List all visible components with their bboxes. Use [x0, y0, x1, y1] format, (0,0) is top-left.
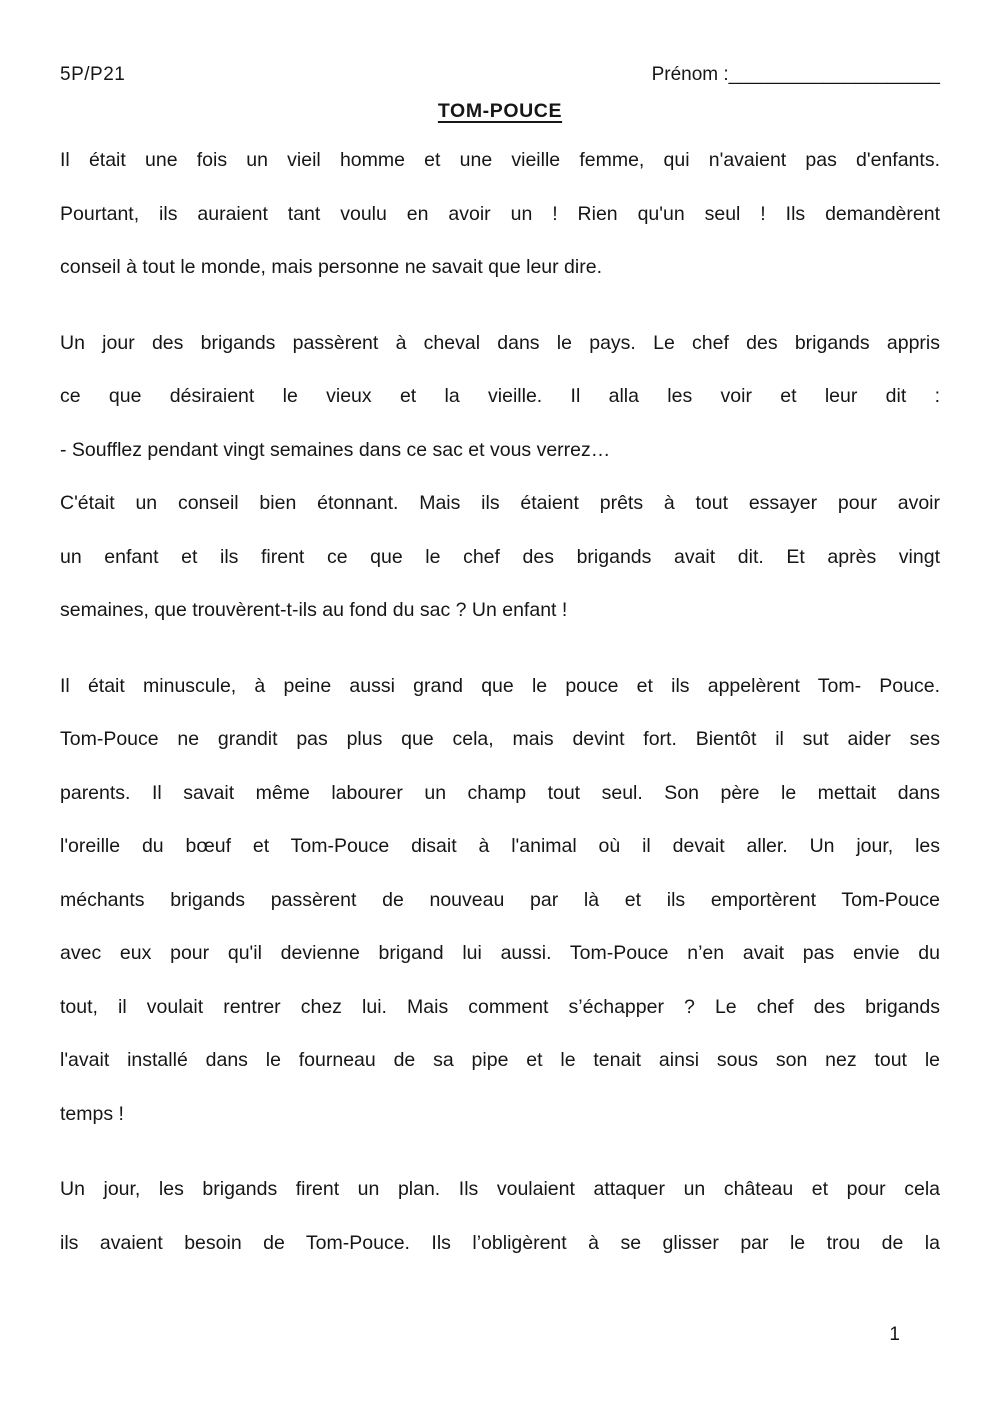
text-line: conseil à tout le monde, mais personne ne savait que leur dire. — [60, 256, 602, 278]
text-line: C'était un conseil bien étonnant. Mais ils étaient prêts à tout essayer pour avoir — [60, 492, 940, 514]
paragraph — [60, 1163, 940, 1270]
text-line: ils avaient besoin de Tom-Pouce. Ils l’obligèrent à se glisser par le trou de la — [60, 1231, 940, 1254]
name-blank-line: ____________________ — [728, 64, 940, 85]
text-line: Tom-Pouce ne grandit pas plus que cela, mais devint fort. Bientôt il sut aider ses — [60, 728, 940, 750]
paragraph — [60, 477, 940, 638]
text-line: un enfant et ils firent ce que le chef des brigands avait dit. Et après vingt — [60, 545, 940, 568]
text-line: - Soufflez pendant vingt semaines dans ce sac et vous verrez… — [60, 438, 611, 461]
text-line: Il était minuscule, à peine aussi grand que le pouce et ils appelèrent Tom- Pouce. — [60, 674, 940, 697]
text-line: tout, il voulait rentrer chez lui. Mais comment s’échapper ? Le chef des brigands — [60, 995, 940, 1018]
class-code: 5P/P21 — [60, 64, 126, 85]
text-line: parents. Il savait même labourer un champ tout seul. Son père le mettait dans — [60, 781, 940, 804]
text-line: ce que désiraient le vieux et la vieille. Il alla les voir et leur dit : — [60, 385, 940, 407]
text-line: semaines, que trouvèrent-t-ils au fond du sac ? Un enfant ! — [60, 599, 568, 621]
text-line: l'oreille du bœuf et Tom-Pouce disait à l'animal où il devait aller. Un jour, les — [60, 835, 940, 857]
page-title: TOM-POUCE — [437, 100, 563, 122]
text-line: Un jour des brigands passèrent à cheval dans le pays. Le chef des brigands appris — [60, 331, 940, 354]
paragraph — [60, 424, 940, 478]
text-line: Il était une fois un vieil homme et une vieille femme, qui n'avaient pas d'enfants. — [60, 149, 940, 171]
text-line: l'avait installé dans le fourneau de sa pipe et le tenait ainsi sous son nez tout le — [60, 1049, 940, 1071]
name-line — [652, 62, 940, 88]
page-header — [60, 62, 940, 88]
text-line: méchants brigands passèrent de nouveau par là et ils emportèrent Tom-Pouce — [60, 888, 940, 911]
name-label: Prénom : — [651, 64, 729, 85]
text-line: Pourtant, ils auraient tant voulu en avoir un ! Rien qu'un seul ! Ils demandèrent — [60, 202, 940, 225]
page-number: 1 — [889, 1324, 900, 1345]
paragraph — [60, 660, 940, 1142]
text-line: temps ! — [60, 1102, 124, 1125]
text-line: Un jour, les brigands firent un plan. Ils voulaient attaquer un château et pour cela — [60, 1178, 940, 1200]
text-line: avec eux pour qu'il devienne brigand lui aussi. Tom-Pouce n’en avait pas envie du — [60, 942, 940, 964]
story-text — [60, 134, 940, 1270]
paragraph — [60, 317, 940, 424]
paragraph — [60, 134, 940, 295]
